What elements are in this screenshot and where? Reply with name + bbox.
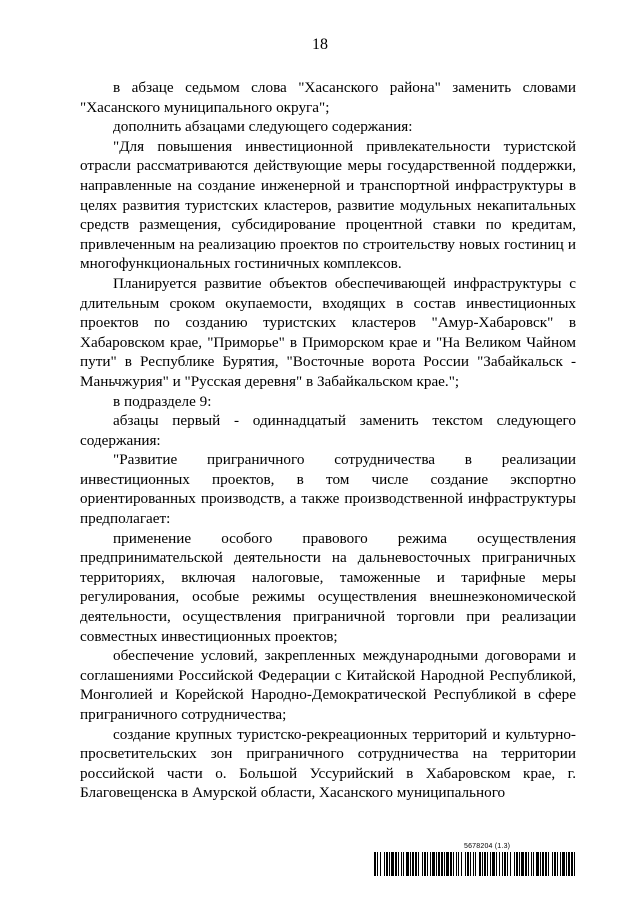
document-code: 5678204 (1.3): [464, 843, 511, 850]
paragraph: дополнить абзацами следующего содержания:: [113, 118, 413, 136]
paragraph: применение особого правового режима осуществления предпринимательской деятельности на дальневосточных приграничных территориях, включая налоговые, таможенные и тарифные меры регулирования, особые режимы осуществления внешнеэкономической деятельности, осуществления приграничной торговли при реализации совместных инвестиционных проектов;: [80, 529, 576, 645]
paragraph: в подразделе 9:: [113, 392, 212, 410]
paragraph: Планируется развитие объектов обеспечивающей инфраструктуры с длительным сроком окупаемости, входящих в состав инвестиционных проектов по созданию туристских кластеров "Амур-Хабаровск" в Хабаровском крае, "Приморье" в Приморском крае и "На Великом Чайном пути" в Республике Бурятия, "Восточные ворота России "Забайкальск - Маньчжурия" и "Русская деревня" в Забайкальском крае.";: [80, 274, 576, 390]
paragraph: в абзаце седьмом слова "Хасанского района" заменить словами "Хасанского муниципального округа";: [80, 79, 576, 116]
paragraph: "Для повышения инвестиционной привлекательности туристской отрасли рассматриваются действующие меры государственной поддержки, направленные на создание инженерной и транспортной инфраструктуры в целях развития туристских кластеров, развитие модульных некапитальных средств размещения, субсидирование процентной ставки по кредитам, привлеченным на реализацию проектов по строительству новых гостиниц и многофункциональных гостиничных комплексов.: [80, 137, 576, 273]
paragraph: "Развитие приграничного сотрудничества в реализации инвестиционных проектов, в том числе создание экспортно ориентированных производств, а также производственной инфраструктуры предполагает:: [80, 451, 576, 528]
paragraph: абзацы первый - одиннадцатый заменить текстом следующего содержания:: [80, 412, 576, 449]
page-number: 18: [312, 36, 328, 53]
paragraph: создание крупных туристско-рекреационных территорий и культурно-просветительских зон приграничного сотрудничества на территории российской части о. Большой Уссурийский в Хабаровском крае, г. Благовещенска в Амурской области, Хасанского муниципального: [80, 725, 576, 802]
document-body: [80, 78, 576, 803]
paragraph: обеспечение условий, закрепленных международными договорами и соглашениями Российской Федерации с Китайской Народной Республикой, Монголией и Корейской Народно-Демократической Республикой в сфере приграничного сотрудничества;: [80, 647, 576, 723]
barcode-icon: [374, 852, 576, 876]
